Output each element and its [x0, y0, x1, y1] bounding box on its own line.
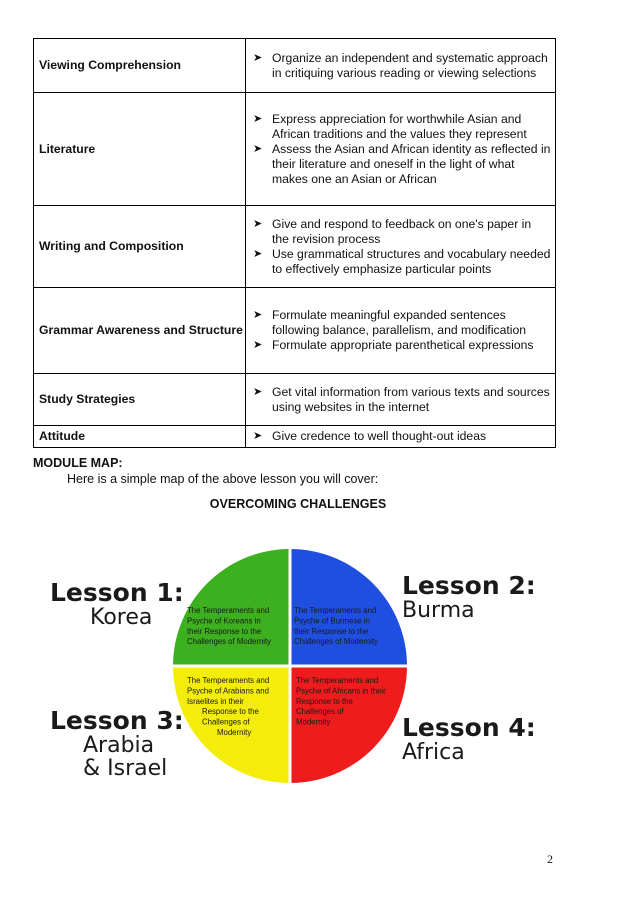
- lesson-name: Arabia: [83, 733, 155, 759]
- caption-line: The Temperaments and: [187, 676, 270, 685]
- caption-line: Psyche of Africans in their: [296, 686, 386, 696]
- list-item: ➤ Get vital information from various texts and sources using websites in the internet: [253, 384, 550, 414]
- module-map-intro: Here is a simple map of the above lesson you will cover:: [67, 472, 379, 486]
- list-item: ➤ Express appreciation for worthwhile Asian and African traditions and the values they represent: [253, 111, 527, 141]
- arrow-bullet-icon: ➤: [253, 309, 263, 321]
- lesson-number: Lesson 2:: [402, 571, 536, 600]
- caption-line: Modernity: [296, 717, 331, 727]
- list-item: ➤ Formulate meaningful expanded sentences following balance, parallelism, and modification: [253, 308, 527, 337]
- caption-line: Psyche of Koreans in: [187, 616, 261, 626]
- module-map-heading: MODULE MAP:: [33, 456, 123, 470]
- skill-cell: Attitude: [34, 426, 246, 448]
- skill-cell: Writing and Composition: [34, 206, 246, 288]
- skill-cell: Study Strategies: [34, 374, 246, 426]
- skill-cell: Literature: [34, 93, 246, 206]
- arrow-bullet-icon: ➤: [253, 430, 263, 442]
- skill-cell: Grammar Awareness and Structure: [34, 288, 246, 374]
- arrow-bullet-icon: ➤: [253, 51, 263, 64]
- arrow-bullet-icon: ➤: [253, 385, 263, 398]
- arrow-bullet-icon: ➤: [253, 142, 263, 155]
- list-item: ➤ Assess the Asian and African identity as reflected in their literature and oneself in the light of what makes one an Asian or African: [253, 141, 551, 186]
- caption-line: Challenges of Modernity: [294, 637, 379, 647]
- page-number: 2: [547, 852, 553, 866]
- caption-line: Challenges of Modernity: [187, 637, 272, 647]
- caption-line: The Temperaments and: [296, 676, 379, 685]
- lesson-name: Burma: [402, 598, 475, 624]
- lesson-name: Africa: [402, 740, 465, 766]
- lesson-name: Korea: [90, 605, 153, 631]
- list-item: ➤ Give credence to well thought-out ideas: [253, 429, 487, 443]
- list-item: ➤ Give and respond to feedback on one's paper in the revision process: [253, 216, 532, 246]
- caption-line: Challenges of: [202, 717, 250, 727]
- caption-line: Psyche of Arabians and: [187, 686, 269, 696]
- caption-line: Response to the: [296, 696, 353, 706]
- list-item: ➤ Organize an independent and systematic approach in critiquing various reading or viewing selections: [253, 50, 548, 80]
- caption-line: their Response to the: [294, 626, 369, 636]
- arrow-bullet-icon: ➤: [253, 112, 263, 125]
- caption-line: their Response to the: [187, 626, 262, 636]
- skill-cell: Viewing Comprehension: [34, 39, 246, 93]
- caption-line: Modernity: [217, 728, 252, 737]
- module-map-title: OVERCOMING CHALLENGES: [209, 497, 387, 511]
- caption-line: Psyche of Burmese in: [294, 616, 370, 626]
- list-item: ➤ Formulate appropriate parenthetical expressions: [253, 338, 534, 352]
- quadrant-caption-burma: [294, 606, 378, 646]
- lesson-number: Lesson 4:: [402, 713, 536, 742]
- caption-line: The Temperaments and: [294, 606, 377, 615]
- caption-line: The Temperaments and: [187, 606, 270, 615]
- lesson-number: Lesson 3:: [50, 706, 184, 735]
- arrow-bullet-icon: ➤: [253, 217, 263, 230]
- caption-line: Israelites in their: [187, 696, 244, 706]
- arrow-bullet-icon: ➤: [253, 247, 263, 260]
- caption-line: Challenges of: [296, 707, 344, 717]
- quadrant-caption-korea: [187, 606, 271, 646]
- lesson-name: & Israel: [83, 756, 168, 782]
- lesson-number: Lesson 1:: [50, 578, 184, 607]
- arrow-bullet-icon: ➤: [253, 339, 263, 351]
- caption-line: Response to the: [202, 707, 259, 717]
- list-item: ➤ Use grammatical structures and vocabulary needed to effectively emphasize particular points: [253, 246, 551, 276]
